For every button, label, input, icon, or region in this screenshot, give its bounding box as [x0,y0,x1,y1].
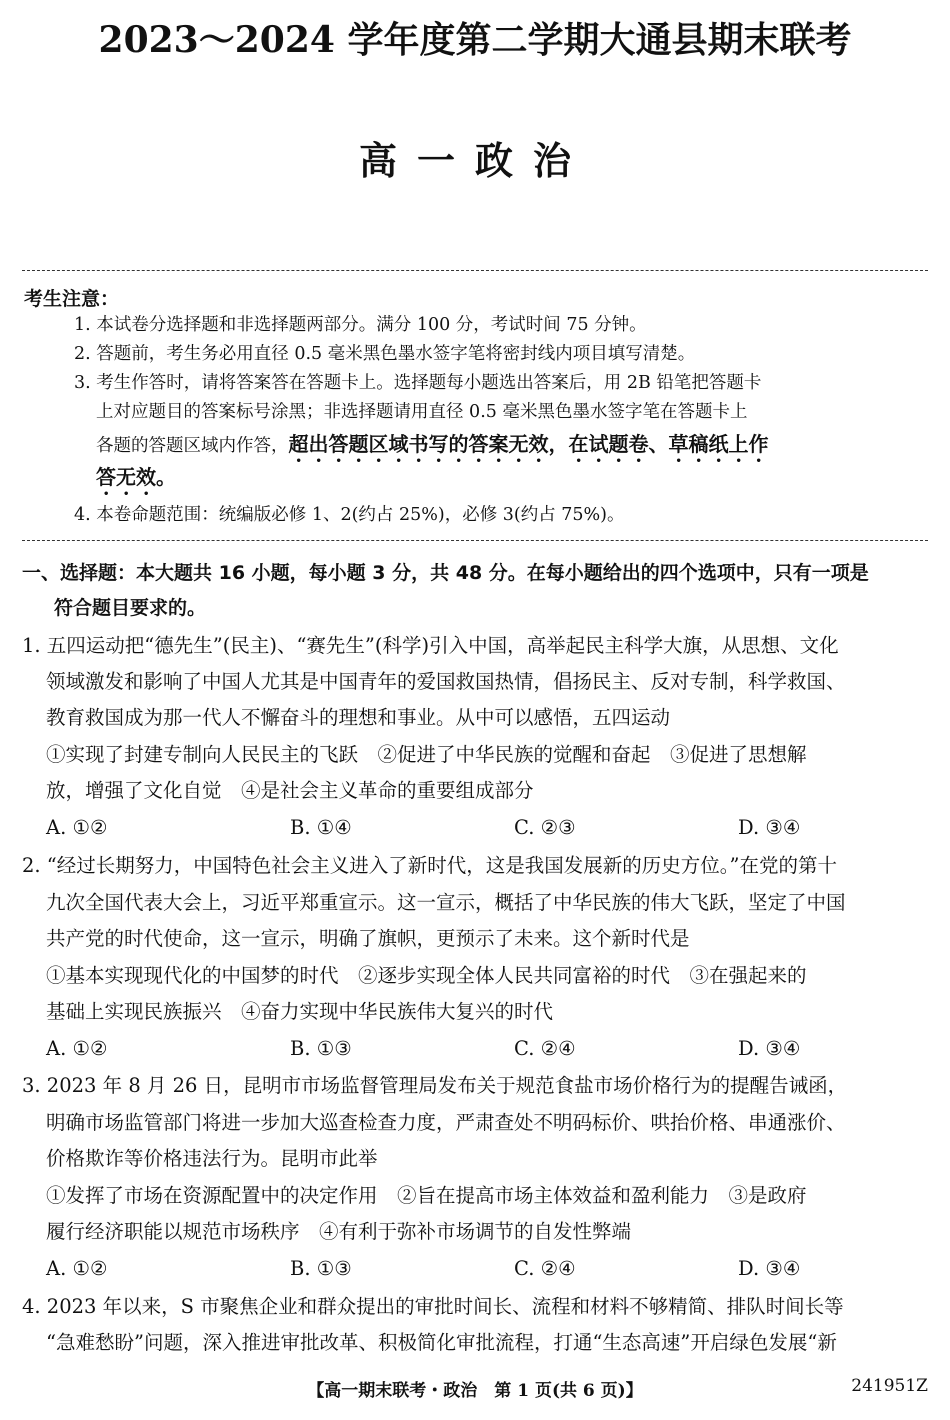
divider-bottom [22,540,928,541]
question-3-option-d: D. ③④ [738,1257,801,1280]
exam-title: 2023～2024 学年度第二学期大通县期末联考 [98,19,852,61]
question-1-option-b: B. ①④ [290,816,352,839]
page-footer: 【高一期末联考・政治 第 1 页(共 6 页)】 [307,1381,643,1401]
exam-code: 241951Z [851,1376,928,1396]
question-1-option-d: D. ③④ [738,816,801,839]
section-heading: 一、选择题：本大题共 16 小题，每小题 3 分，共 48 分。在每小题给出的四个选项中，只有一项是 [22,562,869,584]
section-heading-cont: 符合题目要求的。 [54,597,207,619]
question-1-statements-2: 放，增强了文化自觉 ④是社会主义革命的重要组成部分 [46,779,534,802]
notice-item-2: 2. 答题前，考生务必用直径 0.5 毫米黑色墨水签字笔将密封线内项目填写清楚。 [74,344,696,364]
divider-top [22,270,928,271]
question-2-line-2: 九次全国代表大会上，习近平郑重宣示。这一宣示，概括了中华民族的伟大飞跃，坚定了中国 [46,891,846,914]
question-3-option-a: A. ①② [46,1257,108,1280]
question-1-line-1: 1. 五四运动把“德先生”(民主)、“赛先生”(科学)引入中国，高举起民主科学大旗，从思想、文化 [22,634,839,657]
question-2-option-a: A. ①② [46,1037,108,1060]
notice-item-3-line-4 [96,463,934,500]
question-2-statements-2: 基础上实现民族振兴 ④奋力实现中华民族伟大复兴的时代 [46,1000,554,1023]
question-3-option-b: B. ①③ [290,1257,352,1280]
question-4-line-1: 4. 2023 年以来，S 市聚焦企业和群众提出的审批时间长、流程和材料不够精简、排队时间长等 [22,1295,844,1318]
notice-item-3-line-3 [96,430,934,467]
question-2-option-b: B. ①③ [290,1037,352,1060]
question-2-option-c: C. ②④ [514,1037,576,1060]
notice-item-3-line-2: 上对应题目的答案标号涂黑；非选择题请用直径 0.5 毫米黑色墨水签字笔在答题卡上 [96,402,748,422]
question-2-statements-1: ①基本实现现代化的中国梦的时代 ②逐步实现全体人民共同富裕的时代 ③在强起来的 [46,964,807,987]
question-1-line-2: 领域激发和影响了中国人尤其是中国青年的爱国救国热情，倡扬民主、反对专制，科学救国、 [46,670,846,693]
notice-item-4: 4. 本卷命题范围：统编版必修 1、2(约占 25%)，必修 3(约占 75%)。 [74,505,625,525]
question-1-line-3: 教育救国成为那一代人不懈奋斗的理想和事业。从中可以感悟，五四运动 [46,706,671,729]
notice-emphasis-invalid: 超出答题区域书写的答案无效，在试题卷、草稿纸上作 [288,432,769,456]
question-3-line-2: 明确市场监管部门将进一步加大巡查检查力度，严肃查处不明码标价、哄抬价格、串通涨价、 [46,1111,846,1134]
question-1-statements-1: ①实现了封建专制向人民民主的飞跃 ②促进了中华民族的觉醒和奋起 ③促进了思想解 [46,743,807,766]
question-2-line-3: 共产党的时代使命，这一宣示，明确了旗帜，更预示了未来。这个新时代是 [46,927,690,950]
question-3-line-3: 价格欺诈等价格违法行为。昆明市此举 [46,1147,378,1170]
notice-item-1: 1. 本试卷分选择题和非选择题两部分。满分 100 分，考试时间 75 分钟。 [74,315,647,335]
question-3-statements-2: 履行经济职能以规范市场秩序 ④有利于弥补市场调节的自发性弊端 [46,1220,632,1243]
notice-emphasis-invalid-end: 答无效。 [96,465,176,489]
question-2-line-1: 2. “经过长期努力，中国特色社会主义进入了新时代，这是我国发展新的历史方位。”在党的第十 [22,854,837,877]
notice-heading: 考生注意： [24,288,120,310]
question-4-line-2: “急难愁盼”问题，深入推进审批改革、积极简化审批流程，打通“生态高速”开启绿色发展“新 [46,1331,837,1354]
question-3-line-1: 3. 2023 年 8 月 26 日，昆明市市场监督管理局发布关于规范食盐市场价格行为的提醒告诫函， [22,1074,848,1097]
question-2-option-d: D. ③④ [738,1037,801,1060]
question-1-option-c: C. ②③ [514,816,576,839]
question-1-option-a: A. ①② [46,816,108,839]
notice-item-3-plain: 各题的答题区域内作答， [96,436,289,456]
question-3-statements-1: ①发挥了市场在资源配置中的决定作用 ②旨在提高市场主体效益和盈利能力 ③是政府 [46,1184,807,1207]
subject-title: 高一政治 [358,138,591,183]
notice-item-3: 3. 考生作答时，请将答案答在答题卡上。选择题每小题选出答案后，用 2B 铅笔把答题卡 [74,373,762,393]
question-3-option-c: C. ②④ [514,1257,576,1280]
